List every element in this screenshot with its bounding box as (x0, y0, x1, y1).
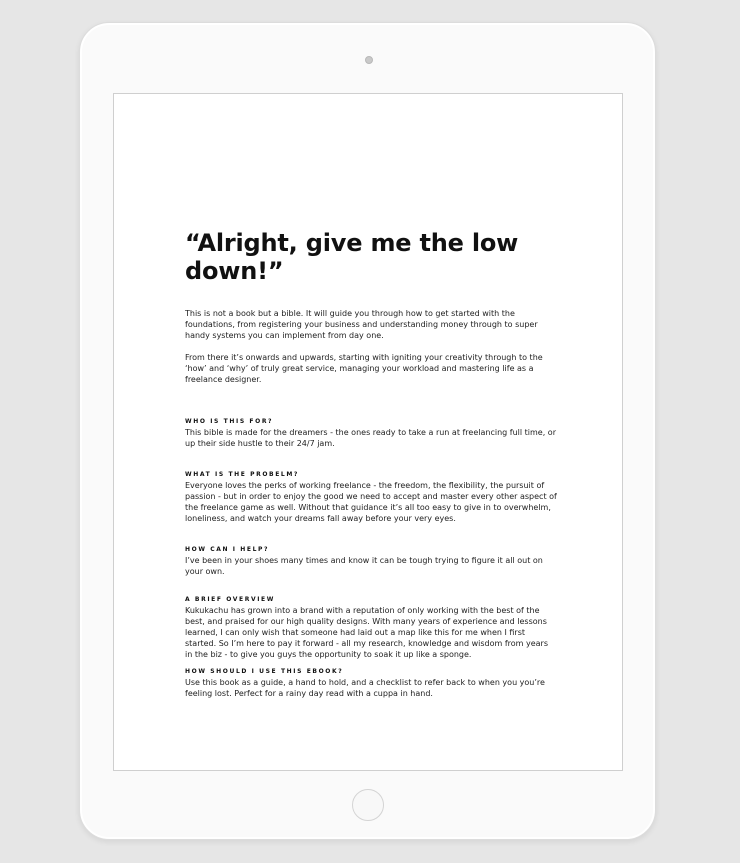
section-who-is-this-for (185, 418, 557, 449)
ebook-page (185, 229, 557, 699)
section-what-is-the-problem (185, 471, 557, 524)
home-button[interactable] (352, 789, 384, 821)
section-heading: WHAT IS THE PROBELM? (185, 471, 300, 478)
section-body: Everyone loves the perks of working freelance - the freedom, the flexibility, the pursuit of passion - but in order to enjoy the good we need to accept and master every other aspect of the freelance game as well. Without that guidance it’s all too easy to give in to overwhelm, loneliness, and watch your dreams fall away before your very eyes. (185, 481, 557, 523)
page-title: “Alright, give me the low down!” (185, 229, 519, 285)
section-body: Kukukachu has grown into a brand with a reputation of only working with the best of the best, and praised for our high quality designs. With many years of experience and lessons learned, I can only wish that someone had laid out a map like this for me when I first started. So I’m here to pay it forward - all my research, knowledge and wisdom from years in the biz - to give you guys the opportunity to soak it up like a sponge. (185, 606, 548, 659)
section-body: This bible is made for the dreamers - the ones ready to take a run at freelancing full time, or up their side hustle to their 24/7 jam. (185, 428, 556, 448)
intro-paragraph-2: From there it’s onwards and upwards, starting with igniting your creativity through to the ‘how’ and ‘why’ of truly great service, managing your workload and mastering life as a freelance designer. (185, 353, 543, 384)
tablet-frame (79, 22, 656, 840)
section-body: Use this book as a guide, a hand to hold, and a checklist to refer back to when you you’re feeling lost. Perfect for a rainy day read with a cuppa in hand. (185, 678, 545, 698)
section-brief-overview (185, 596, 557, 660)
section-heading: A BRIEF OVERVIEW (185, 596, 275, 603)
intro-paragraph-1: This is not a book but a bible. It will guide you through how to get started with the foundations, from registering your business and understanding money through to super handy systems you can implement from day one. (185, 309, 538, 340)
section-body: I’ve been in your shoes many times and know it can be tough trying to figure it all out on your own. (185, 556, 543, 576)
section-heading: HOW SHOULD I USE THIS EBOOK? (185, 668, 344, 675)
tablet-screen (113, 93, 623, 771)
section-heading: HOW CAN I HELP? (185, 546, 270, 553)
section-heading: WHO IS THIS FOR? (185, 418, 274, 425)
camera-icon (365, 56, 373, 64)
section-how-to-use (185, 668, 557, 699)
section-how-can-i-help (185, 546, 557, 577)
